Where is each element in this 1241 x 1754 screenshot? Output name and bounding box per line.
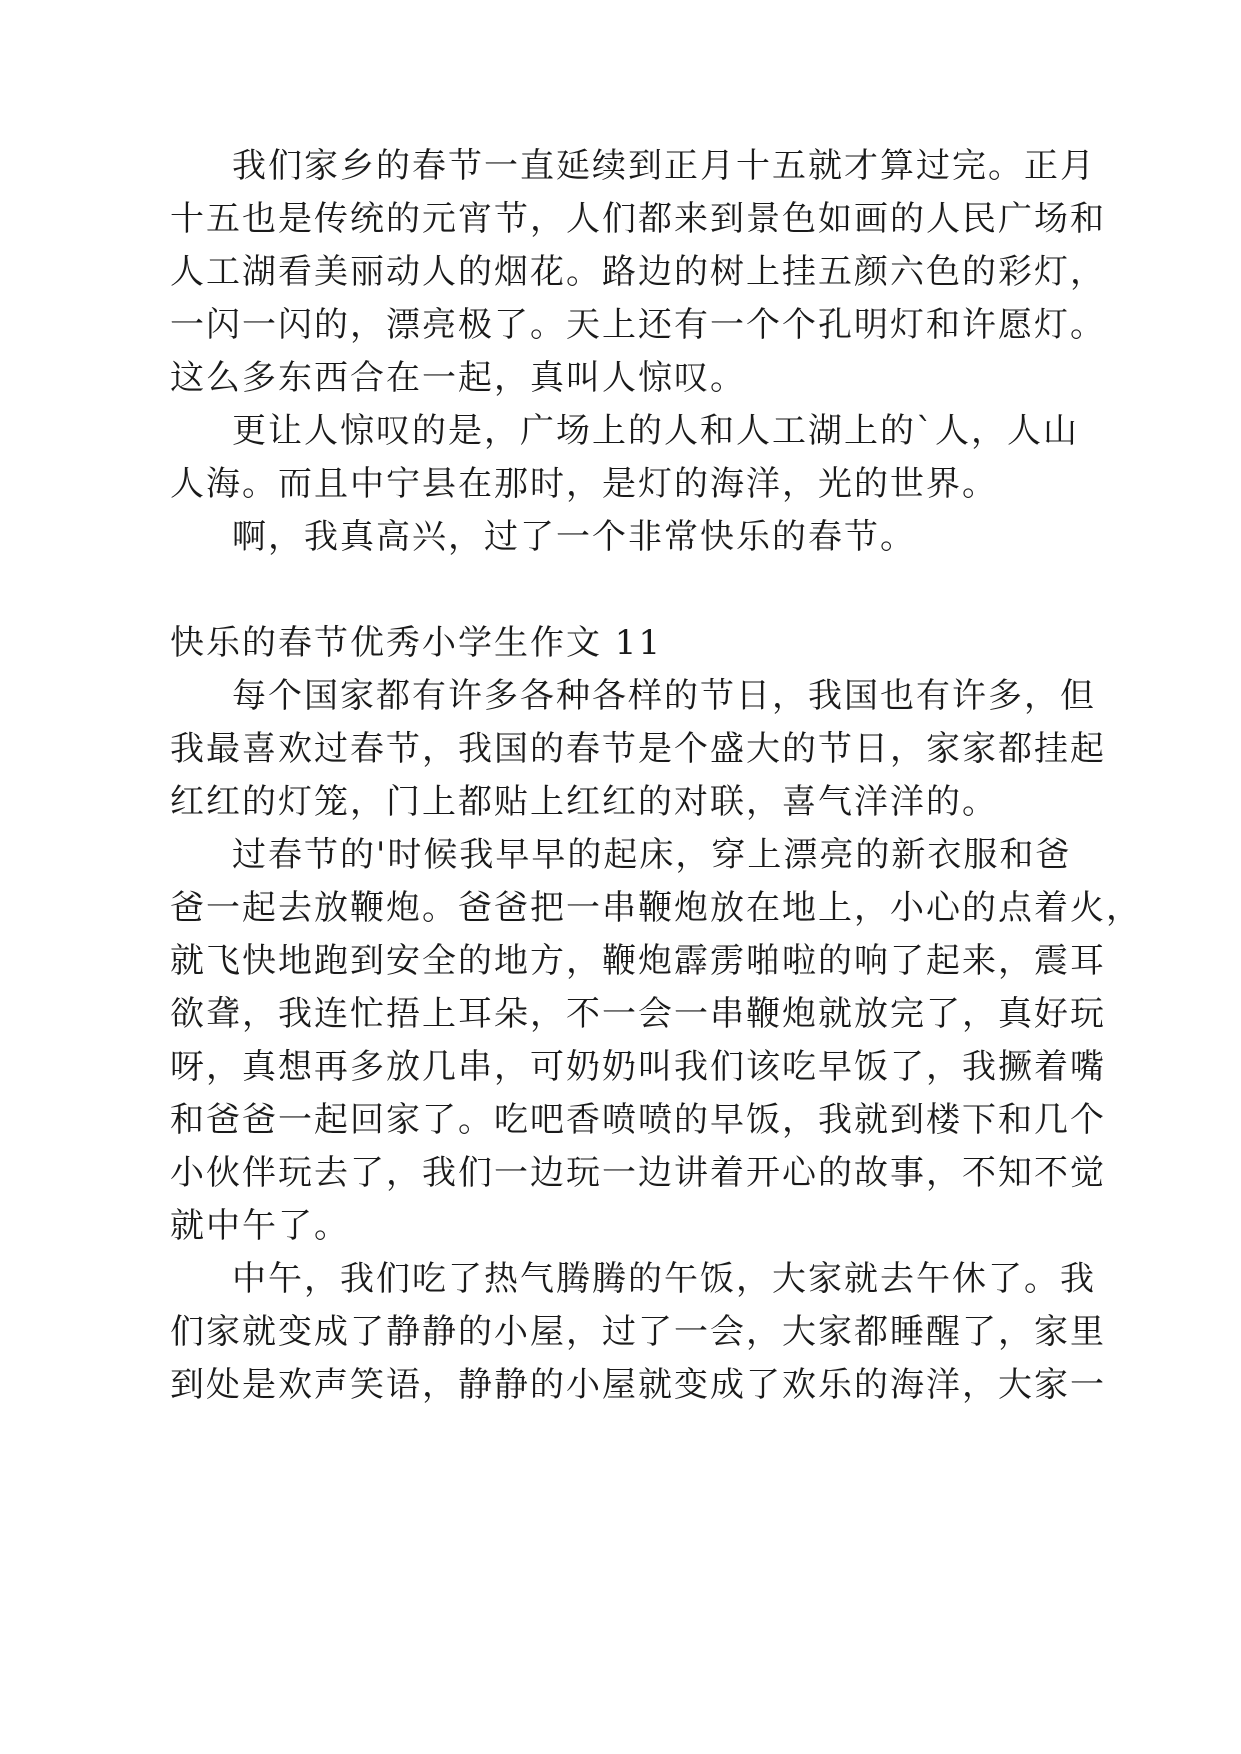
paragraph-5-line-2: 爸一起去放鞭炮。爸爸把一串鞭炮放在地上，小心的点着火， xyxy=(170,888,1142,928)
paragraph-1-line-3: 人工湖看美丽动人的烟花。路边的树上挂五颜六色的彩灯， xyxy=(170,252,1106,292)
paragraph-5-line-8: 就中午了。 xyxy=(170,1206,350,1246)
paragraph-5-line-5: 呀，真想再多放几串，可奶奶叫我们该吃早饭了，我撅着嘴 xyxy=(170,1047,1106,1087)
paragraph-6-line-2: 们家就变成了静静的小屋，过了一会，大家都睡醒了，家里 xyxy=(170,1312,1106,1352)
paragraph-6-line-1: 中午，我们吃了热气腾腾的午饭，大家就去午休了。我 xyxy=(232,1259,1096,1299)
paragraph-1-line-5: 这么多东西合在一起，真叫人惊叹。 xyxy=(170,358,746,398)
section-heading: 快乐的春节优秀小学生作文 11 xyxy=(170,623,663,663)
paragraph-2-line-2: 人海。而且中宁县在那时，是灯的海洋，光的世界。 xyxy=(170,464,998,504)
paragraph-1-line-1: 我们家乡的春节一直延续到正月十五就才算过完。正月 xyxy=(232,146,1096,186)
paragraph-4-line-1: 每个国家都有许多各种各样的节日，我国也有许多，但 xyxy=(232,676,1096,716)
paragraph-5-line-3: 就飞快地跑到安全的地方，鞭炮霹雳啪啦的响了起来，震耳 xyxy=(170,941,1106,981)
paragraph-5-line-1: 过春节的'时候我早早的起床，穿上漂亮的新衣服和爸 xyxy=(232,835,1072,875)
paragraph-1-line-2: 十五也是传统的元宵节，人们都来到景色如画的人民广场和 xyxy=(170,199,1106,239)
paragraph-3-line-1: 啊，我真高兴，过了一个非常快乐的春节。 xyxy=(232,517,916,557)
paragraph-5-line-4: 欲聋，我连忙捂上耳朵，不一会一串鞭炮就放完了，真好玩 xyxy=(170,994,1106,1034)
paragraph-6-line-3: 到处是欢声笑语，静静的小屋就变成了欢乐的海洋，大家一 xyxy=(170,1365,1106,1405)
paragraph-1-line-4: 一闪一闪的，漂亮极了。天上还有一个个孔明灯和许愿灯。 xyxy=(170,305,1106,345)
paragraph-2-line-1: 更让人惊叹的是，广场上的人和人工湖上的`人，人山 xyxy=(232,411,1079,451)
paragraph-4-line-3: 红红的灯笼，门上都贴上红红的对联，喜气洋洋的。 xyxy=(170,782,998,822)
paragraph-4-line-2: 我最喜欢过春节，我国的春节是个盛大的节日，家家都挂起 xyxy=(170,729,1106,769)
paragraph-5-line-6: 和爸爸一起回家了。吃吧香喷喷的早饭，我就到楼下和几个 xyxy=(170,1100,1106,1140)
paragraph-5-line-7: 小伙伴玩去了，我们一边玩一边讲着开心的故事，不知不觉 xyxy=(170,1153,1106,1193)
